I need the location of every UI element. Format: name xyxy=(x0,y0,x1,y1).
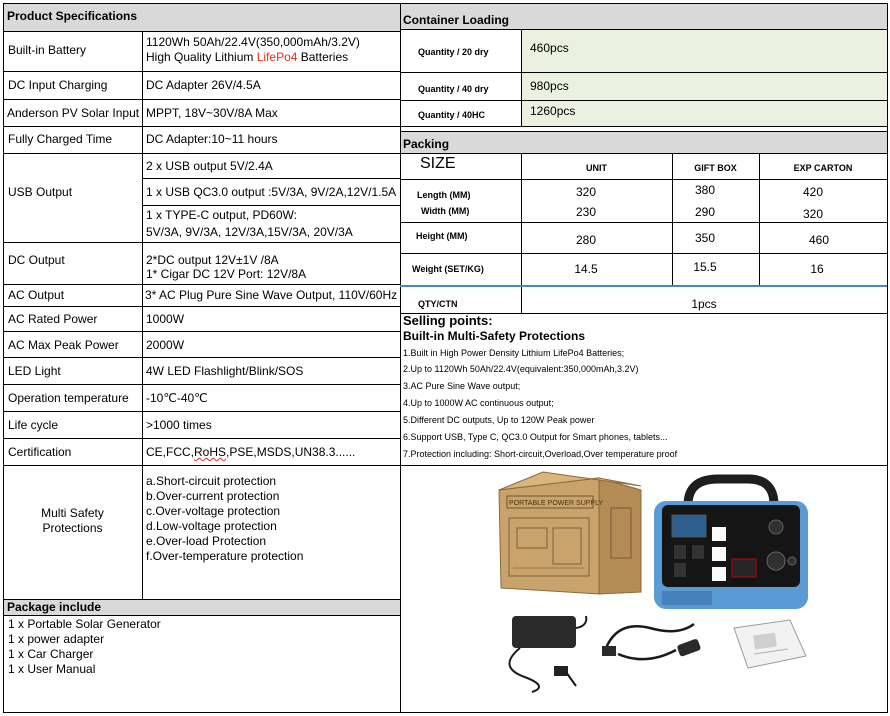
safety-item: f.Over-temperature protection xyxy=(146,549,304,563)
selling-point: 1.Built in High Power Density Lithium LifePo4 Batteries; xyxy=(403,348,625,358)
packing-cell: 320 xyxy=(802,207,824,221)
selling-point: 3.AC Pure Sine Wave output; xyxy=(403,381,521,391)
package-item: 1 x Car Charger xyxy=(8,647,94,661)
container-title: Container Loading xyxy=(403,13,509,27)
spec-value-pv-input: MPPT, 18V~30V/8A Max xyxy=(146,106,278,120)
spec-label-ac-output: AC Output xyxy=(8,288,65,302)
packing-cell: 14.5 xyxy=(574,262,598,276)
selling-point: 5.Different DC outputs, Up to 120W Peak power xyxy=(403,415,595,425)
selling-point: 2.Up to 1120Wh 50Ah/22.4V(equivalent:350,000mAh,3.2V) xyxy=(403,364,639,374)
spec-label-charge-time: Fully Charged Time xyxy=(8,132,113,146)
spec-label-battery: Built-in Battery xyxy=(8,43,87,57)
container-label-40hc: Quantity / 40HC xyxy=(418,110,486,120)
container-label-40: Quantity / 40 dry xyxy=(418,84,489,94)
safety-item: c.Over-voltage protection xyxy=(146,504,281,518)
spec-label-ac-peak: AC Max Peak Power xyxy=(8,338,119,352)
selling-point: 4.Up to 1000W AC continuous output; xyxy=(403,398,554,408)
gift-box-photo xyxy=(495,468,647,606)
spec-label-safety-2: Protections xyxy=(42,521,103,535)
container-value-40hc: 1260pcs xyxy=(530,104,576,118)
container-label-20: Quantity / 20 dry xyxy=(418,47,489,57)
spec-value-ac-rated: 1000W xyxy=(146,312,185,326)
spec-value-dc-output-2: 1* Cigar DC 12V Port: 12V/8A xyxy=(146,267,307,281)
packing-cell: 350 xyxy=(694,231,716,245)
safety-item: e.Over-load Protection xyxy=(146,534,267,548)
spec-title: Product Specifications xyxy=(7,9,138,23)
spec-value-cert: CE,FCC,RoHS,PSE,MSDS,UN38.3...... xyxy=(146,445,356,459)
packing-cell: 15.5 xyxy=(693,260,717,274)
box-print-label: PORTABLE POWER SUPPLY xyxy=(509,500,604,507)
selling-title: Selling points: xyxy=(403,313,493,328)
spec-value-usb-c2: 5V/3A, 9V/3A, 12V/3A,15V/3A, 20V/3A xyxy=(146,225,353,239)
container-value-bg xyxy=(521,29,887,126)
spec-value-led: 4W LED Flashlight/Blink/SOS xyxy=(146,364,304,378)
spec-value-battery-line1: 1120Wh 50Ah/22.4V(350,000mAh/3.2V) xyxy=(146,35,360,49)
spec-value-battery-line2: High Quality Lithium LifePo4 Batteries xyxy=(146,50,349,64)
packing-cell: 420 xyxy=(802,185,824,199)
packing-size-label: SIZE xyxy=(420,155,456,172)
packing-title: Packing xyxy=(403,137,450,151)
safety-item: a.Short-circuit protection xyxy=(146,474,277,488)
packing-cell: 290 xyxy=(694,205,716,219)
container-value-40: 980pcs xyxy=(530,79,569,93)
spec-label-pv-input: Anderson PV Solar Input xyxy=(7,106,140,120)
spec-label-safety-1: Multi Safety xyxy=(41,506,104,520)
selling-point: 7.Protection including: Short-circuit,Overload,Over temperature proof xyxy=(403,449,678,459)
spec-value-temp: -10℃-40℃ xyxy=(146,391,208,405)
spec-value-usb-a: 2 x USB output 5V/2.4A xyxy=(146,159,273,173)
packing-header-unit: UNIT xyxy=(586,163,607,173)
packing-qty-label: QTY/CTN xyxy=(418,299,458,309)
packing-cell: 460 xyxy=(808,233,830,247)
package-title: Package include xyxy=(7,600,102,614)
packing-cell: 320 xyxy=(575,185,597,199)
power-station-photo xyxy=(648,465,814,611)
lifepo4-highlight: LifePo4 xyxy=(256,50,298,64)
packing-header-bg xyxy=(400,131,887,153)
packing-header-giftbox: GIFT BOX xyxy=(694,163,737,173)
spec-label-life: Life cycle xyxy=(8,418,59,432)
selling-point: 6.Support USB, Type C, QC3.0 Output for Smart phones, tablets... xyxy=(403,432,668,442)
selling-subtitle: Built-in Multi-Safety Protections xyxy=(403,329,586,343)
spec-value-ac-output: 3* AC Plug Pure Sine Wave Output, 110V/60Hz xyxy=(145,288,398,302)
spec-label-led: LED Light xyxy=(8,364,61,378)
spec-value-usb-b: 1 x USB QC3.0 output :5V/3A, 9V/2A,12V/1.5A xyxy=(146,185,397,199)
spec-label-dc-input: DC Input Charging xyxy=(8,78,108,92)
packing-label-height: Height (MM) xyxy=(416,231,468,241)
car-charger-photo xyxy=(598,610,708,672)
packing-label-width: Width (MM) xyxy=(421,206,470,216)
packing-cell: 280 xyxy=(575,233,597,247)
package-item: 1 x power adapter xyxy=(8,632,105,646)
package-item: 1 x Portable Solar Generator xyxy=(8,617,161,631)
packing-cell: 16 xyxy=(810,262,824,276)
packing-cell: 380 xyxy=(694,183,716,197)
safety-item: b.Over-current protection xyxy=(146,489,280,503)
spec-value-dc-output-1: 2*DC output 12V±1V /8A xyxy=(146,253,279,267)
safety-item: d.Low-voltage protection xyxy=(146,519,277,533)
spec-label-cert: Certification xyxy=(8,445,72,459)
container-value-20: 460pcs xyxy=(530,41,569,55)
spec-value-dc-input: DC Adapter 26V/4.5A xyxy=(146,78,261,92)
spec-value-ac-peak: 2000W xyxy=(146,338,185,352)
ac-adapter-photo xyxy=(492,606,592,698)
spec-value-usb-c1: 1 x TYPE-C output, PD60W: xyxy=(146,208,297,222)
spec-label-ac-rated: AC Rated Power xyxy=(8,312,98,326)
spec-label-dc-output: DC Output xyxy=(8,253,65,267)
packing-header-carton: EXP CARTON xyxy=(793,163,853,173)
spec-label-usb: USB Output xyxy=(8,185,73,199)
spec-label-temp: Operation temperature xyxy=(8,391,129,405)
packing-label-length: Length (MM) xyxy=(417,190,471,200)
spec-value-charge-time: DC Adapter:10~11 hours xyxy=(146,132,278,146)
packing-label-weight: Weight (SET/KG) xyxy=(412,264,484,274)
user-manual-photo xyxy=(726,618,812,670)
packing-qty-value: 1pcs xyxy=(691,297,717,311)
package-item: 1 x User Manual xyxy=(8,662,96,676)
packing-cell: 230 xyxy=(575,205,597,219)
spec-value-life: >1000 times xyxy=(146,418,212,432)
